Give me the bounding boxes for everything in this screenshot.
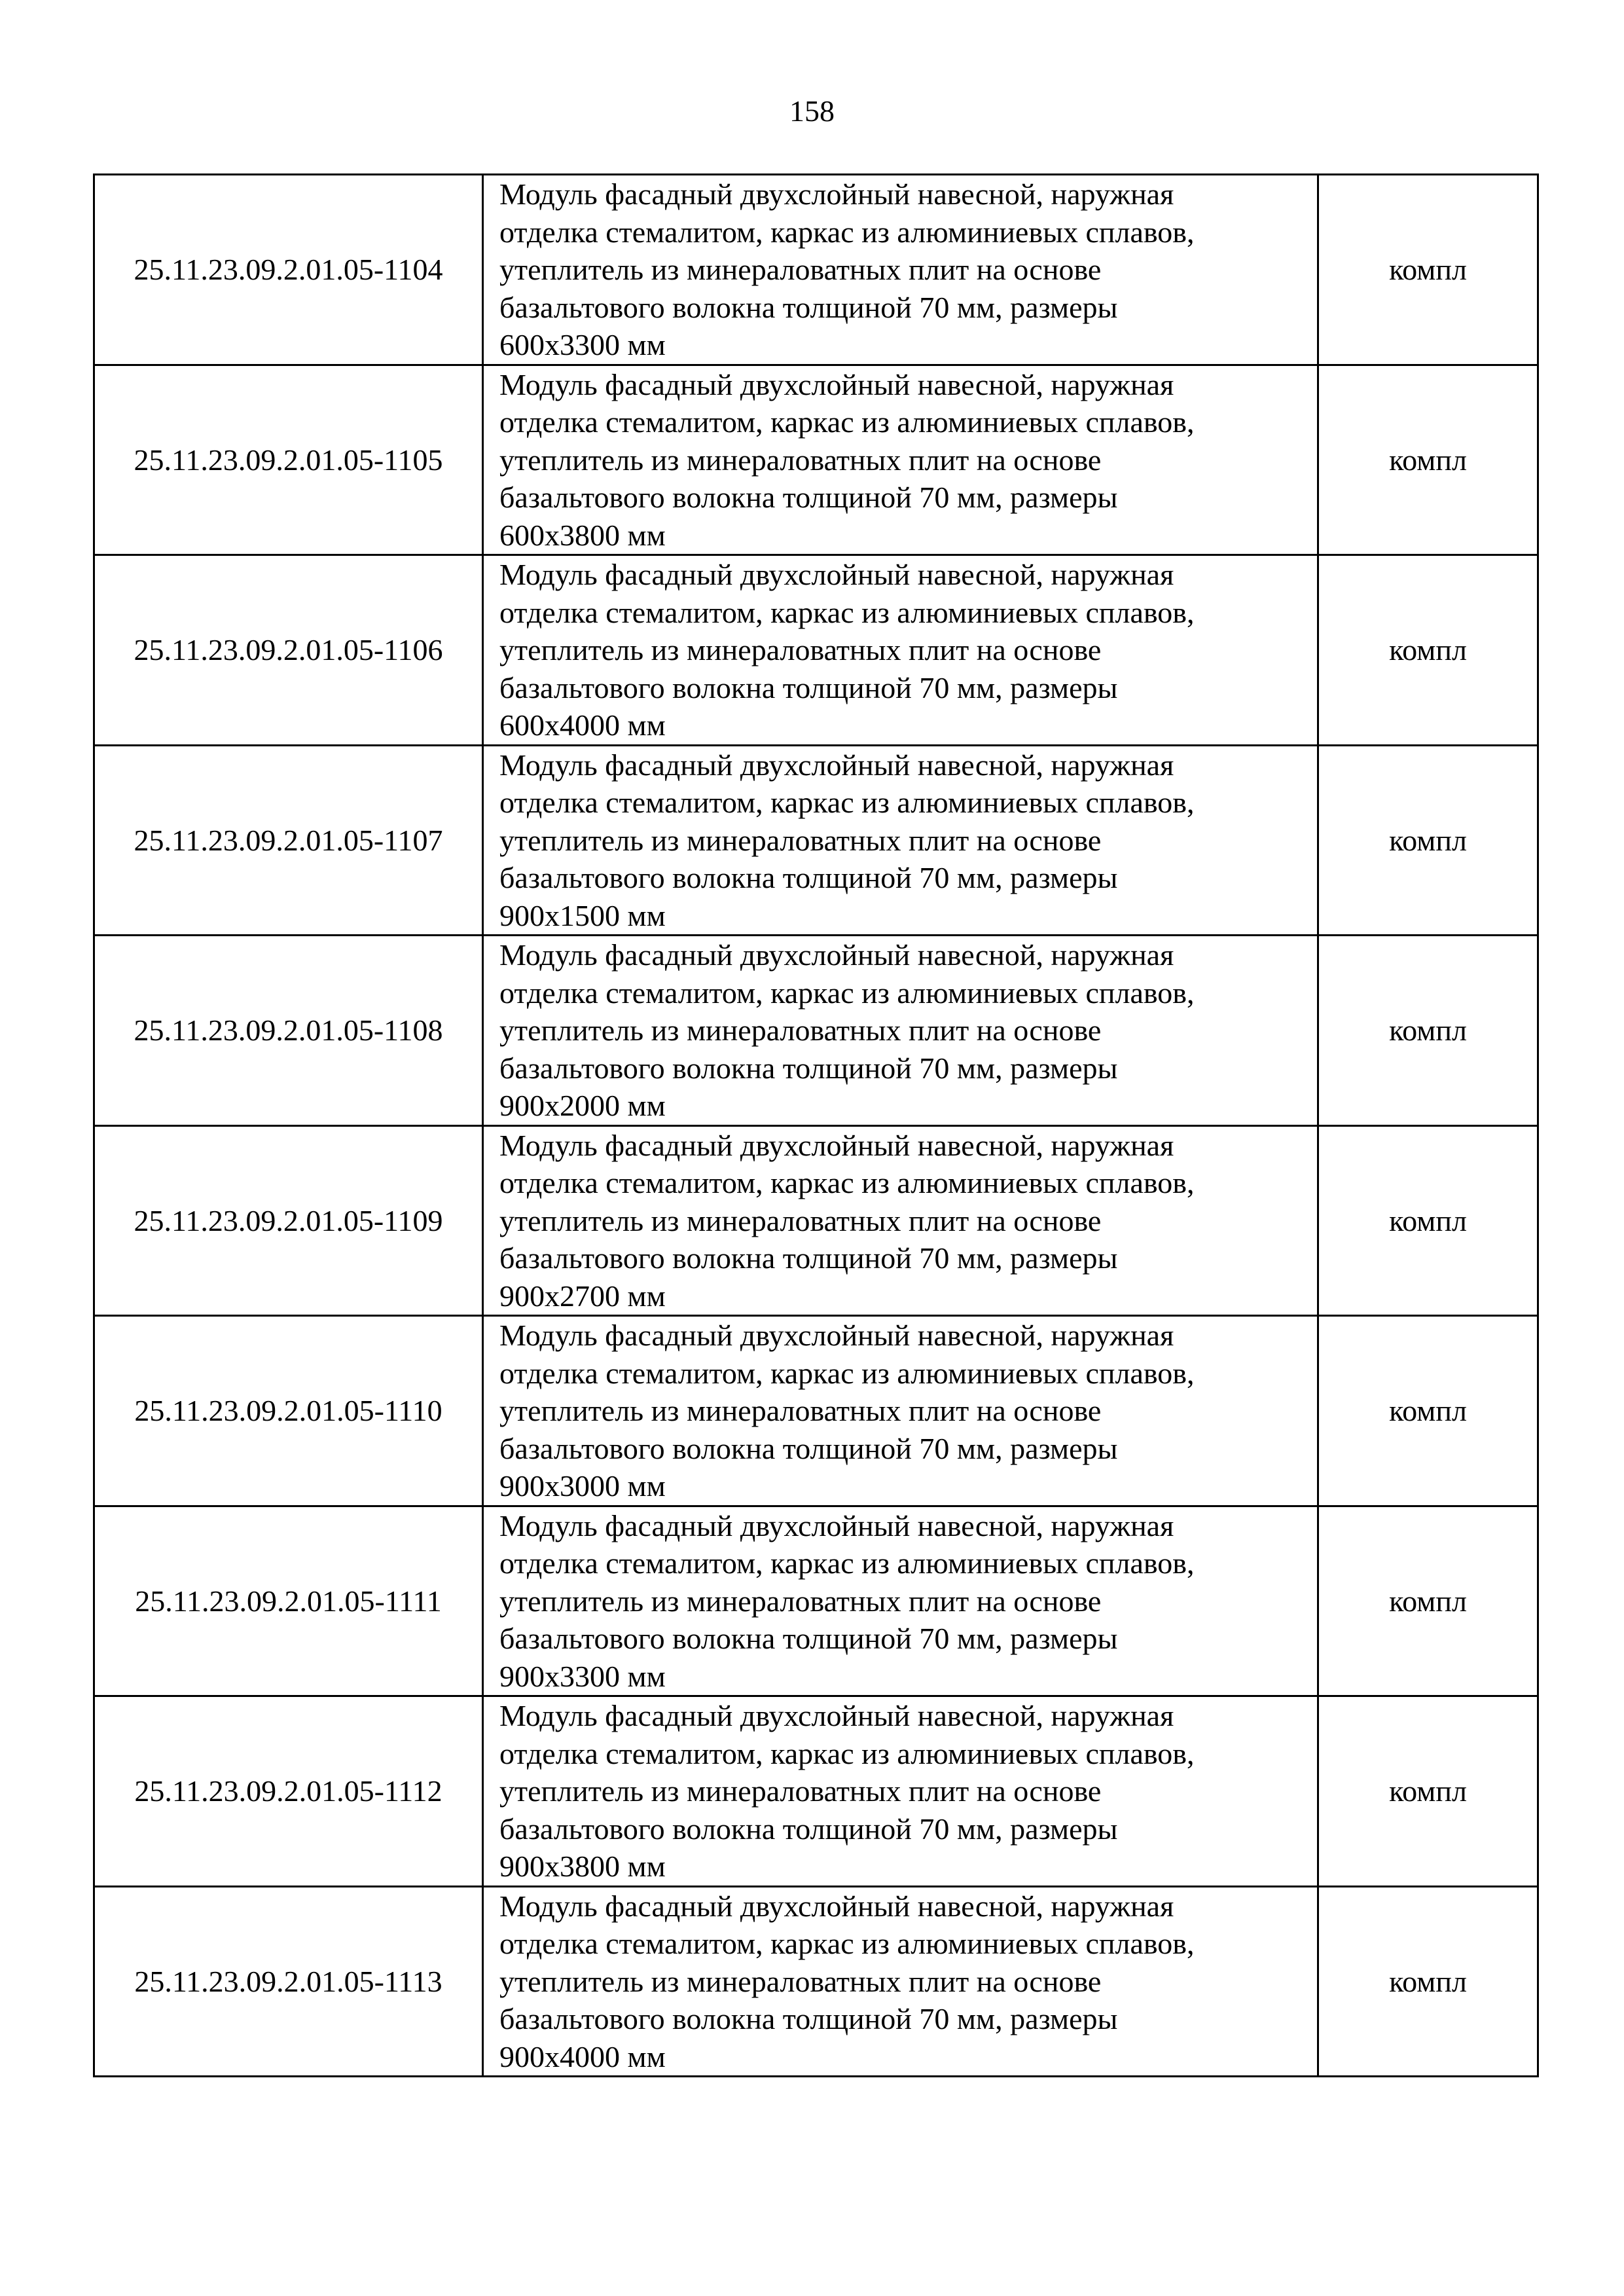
description-line: утеплитель из минераловатных плит на основе bbox=[499, 443, 1102, 477]
row-unit: компл bbox=[1318, 1316, 1538, 1506]
description-line: 900x2000 мм bbox=[499, 1089, 666, 1122]
row-code: 25.11.23.09.2.01.05-1106 bbox=[94, 555, 483, 746]
description-line: отделка стемалитом, каркас из алюминиевых сплавов, bbox=[499, 1166, 1195, 1199]
row-description bbox=[483, 555, 1318, 746]
row-description bbox=[483, 1506, 1318, 1696]
row-unit: компл bbox=[1318, 175, 1538, 365]
description-line: базальтового волокна толщиной 70 мм, размеры bbox=[499, 1241, 1118, 1275]
row-code: 25.11.23.09.2.01.05-1113 bbox=[94, 1886, 483, 2077]
description-line: 900x4000 мм bbox=[499, 2039, 666, 2073]
description-line: Модуль фасадный двухслойный навесной, наружная bbox=[499, 1319, 1174, 1352]
description-line: Модуль фасадный двухслойный навесной, наружная bbox=[499, 1128, 1174, 1162]
description-line: 600x3800 мм bbox=[499, 518, 666, 552]
row-description bbox=[483, 175, 1318, 365]
row-description bbox=[483, 936, 1318, 1126]
row-unit: компл bbox=[1318, 1506, 1538, 1696]
row-unit: компл bbox=[1318, 555, 1538, 746]
row-description bbox=[483, 1696, 1318, 1887]
description-line: Модуль фасадный двухслойный навесной, наружная bbox=[499, 558, 1174, 591]
row-code: 25.11.23.09.2.01.05-1111 bbox=[94, 1506, 483, 1696]
description-line: утеплитель из минераловатных плит на основе bbox=[499, 1203, 1102, 1237]
description-line: утеплитель из минераловатных плит на основе bbox=[499, 823, 1102, 857]
description-line: утеплитель из минераловатных плит на основе bbox=[499, 1964, 1102, 1998]
description-line: Модуль фасадный двухслойный навесной, наружная bbox=[499, 938, 1174, 972]
row-code: 25.11.23.09.2.01.05-1108 bbox=[94, 936, 483, 1126]
description-line: утеплитель из минераловатных плит на основе bbox=[499, 253, 1102, 286]
description-line: базальтового волокна толщиной 70 мм, размеры bbox=[499, 1622, 1118, 1655]
table-row bbox=[94, 936, 1538, 1126]
row-code: 25.11.23.09.2.01.05-1105 bbox=[94, 365, 483, 555]
table-row bbox=[94, 1506, 1538, 1696]
row-unit: компл bbox=[1318, 365, 1538, 555]
row-code: 25.11.23.09.2.01.05-1104 bbox=[94, 175, 483, 365]
description-line: отделка стемалитом, каркас из алюминиевых сплавов, bbox=[499, 1736, 1195, 1770]
row-description bbox=[483, 1125, 1318, 1316]
table-body bbox=[94, 175, 1538, 2077]
table-row bbox=[94, 365, 1538, 555]
description-line: 600x3300 мм bbox=[499, 328, 666, 361]
table-row bbox=[94, 1125, 1538, 1316]
row-description bbox=[483, 1316, 1318, 1506]
description-line: базальтового волокна толщиной 70 мм, размеры bbox=[499, 2002, 1118, 2035]
row-unit: компл bbox=[1318, 1696, 1538, 1887]
description-line: 900x2700 мм bbox=[499, 1279, 666, 1313]
table-row bbox=[94, 555, 1538, 746]
description-line: утеплитель из минераловатных плит на основе bbox=[499, 1394, 1102, 1427]
description-line: отделка стемалитом, каркас из алюминиевых сплавов, bbox=[499, 786, 1195, 819]
spec-table bbox=[93, 173, 1539, 2077]
page-number: 158 bbox=[789, 94, 835, 128]
row-unit: компл bbox=[1318, 1125, 1538, 1316]
description-line: утеплитель из минераловатных плит на основе bbox=[499, 1584, 1102, 1618]
table-row bbox=[94, 745, 1538, 936]
table-row bbox=[94, 175, 1538, 365]
table-row bbox=[94, 1316, 1538, 1506]
description-line: Модуль фасадный двухслойный навесной, наружная bbox=[499, 1508, 1174, 1542]
row-description bbox=[483, 365, 1318, 555]
description-line: базальтового волокна толщиной 70 мм, размеры bbox=[499, 861, 1118, 894]
row-unit: компл bbox=[1318, 1886, 1538, 2077]
description-line: 900x3800 мм bbox=[499, 1850, 666, 1883]
description-line: отделка стемалитом, каркас из алюминиевых сплавов, bbox=[499, 1356, 1195, 1390]
description-line: базальтового волокна толщиной 70 мм, размеры bbox=[499, 1431, 1118, 1465]
description-line: отделка стемалитом, каркас из алюминиевых сплавов, bbox=[499, 595, 1195, 629]
table-row bbox=[94, 1886, 1538, 2077]
description-line: 900x1500 мм bbox=[499, 898, 666, 932]
description-line: утеплитель из минераловатных плит на основе bbox=[499, 1774, 1102, 1808]
row-unit: компл bbox=[1318, 936, 1538, 1126]
description-line: базальтового волокна толщиной 70 мм, размеры bbox=[499, 290, 1118, 324]
description-line: Модуль фасадный двухслойный навесной, наружная bbox=[499, 748, 1174, 782]
description-line: базальтового волокна толщиной 70 мм, размеры bbox=[499, 670, 1118, 704]
description-line: базальтового волокна толщиной 70 мм, размеры bbox=[499, 1051, 1118, 1085]
description-line: утеплитель из минераловатных плит на основе bbox=[499, 1013, 1102, 1047]
description-line: Модуль фасадный двухслойный навесной, наружная bbox=[499, 367, 1174, 401]
description-line: базальтового волокна толщиной 70 мм, размеры bbox=[499, 481, 1118, 514]
row-description bbox=[483, 1886, 1318, 2077]
description-line: Модуль фасадный двухслойный навесной, наружная bbox=[499, 177, 1174, 211]
row-description bbox=[483, 745, 1318, 936]
description-line: отделка стемалитом, каркас из алюминиевых сплавов, bbox=[499, 215, 1195, 249]
description-line: отделка стемалитом, каркас из алюминиевых сплавов, bbox=[499, 405, 1195, 439]
description-line: базальтового волокна толщиной 70 мм, размеры bbox=[499, 1812, 1118, 1846]
description-line: Модуль фасадный двухслойный навесной, наружная bbox=[499, 1889, 1174, 1923]
table-row bbox=[94, 1696, 1538, 1887]
description-line: отделка стемалитом, каркас из алюминиевых сплавов, bbox=[499, 975, 1195, 1010]
description-line: 900x3000 мм bbox=[499, 1469, 666, 1503]
description-line: Модуль фасадный двухслойный навесной, наружная bbox=[499, 1699, 1174, 1732]
row-unit: компл bbox=[1318, 745, 1538, 936]
description-line: утеплитель из минераловатных плит на основе bbox=[499, 633, 1102, 666]
description-line: отделка стемалитом, каркас из алюминиевых сплавов, bbox=[499, 1927, 1195, 1960]
row-code: 25.11.23.09.2.01.05-1112 bbox=[94, 1696, 483, 1887]
description-line: 900x3300 мм bbox=[499, 1659, 666, 1693]
row-code: 25.11.23.09.2.01.05-1110 bbox=[94, 1316, 483, 1506]
row-code: 25.11.23.09.2.01.05-1107 bbox=[94, 745, 483, 936]
description-line: 600x4000 мм bbox=[499, 708, 666, 742]
row-code: 25.11.23.09.2.01.05-1109 bbox=[94, 1125, 483, 1316]
description-line: отделка стемалитом, каркас из алюминиевых сплавов, bbox=[499, 1546, 1195, 1580]
